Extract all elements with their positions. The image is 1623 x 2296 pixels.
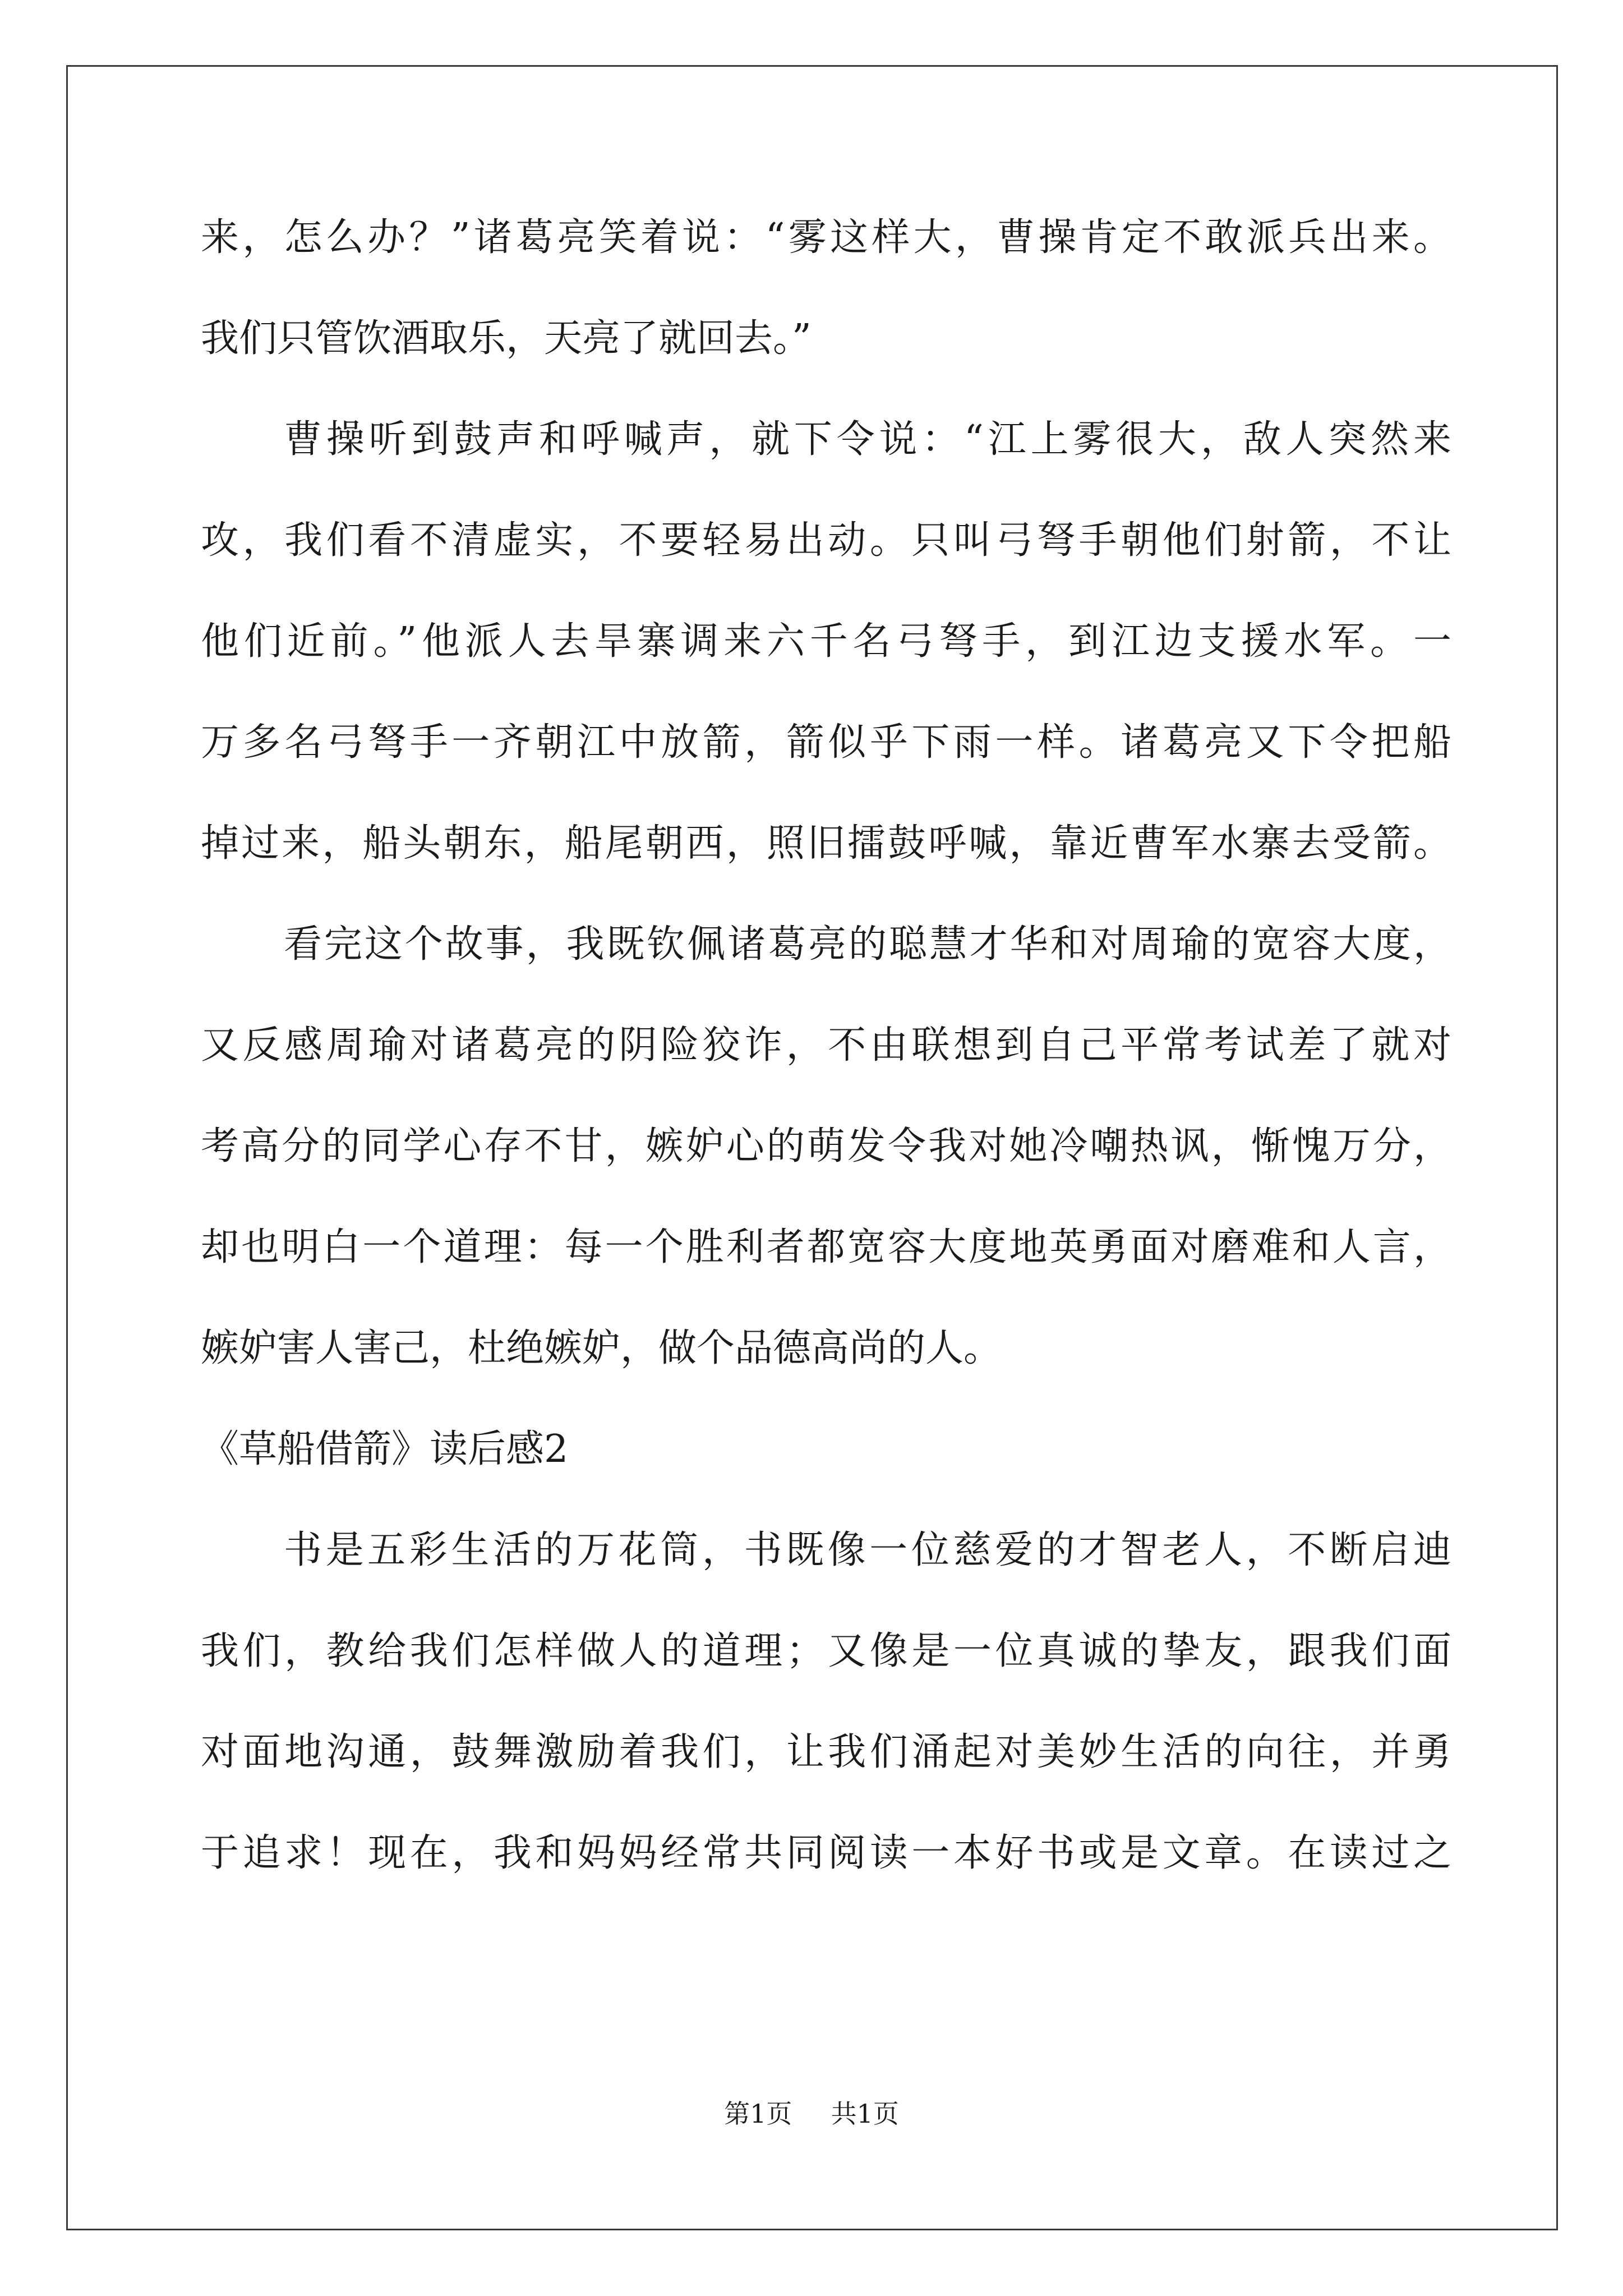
text-line: 书是五彩生活的万花筒，书既像一位慈爱的才智老人，不断启迪 <box>284 1528 1451 1572</box>
text-line: 我们只管饮酒取乐，天亮了就回去。” <box>201 316 811 361</box>
text-line: 攻，我们看不清虚实，不要轻易出动。只叫弓弩手朝他们射箭，不让 <box>201 518 1451 563</box>
text-line: 对面地沟通，鼓舞激励着我们，让我们涌起对美妙生活的向往，并勇 <box>201 1730 1451 1774</box>
text-line: 我们，教给我们怎样做人的道理；又像是一位真诚的挚友，跟我们面 <box>201 1629 1451 1673</box>
text-line: 看完这个故事，我既钦佩诸葛亮的聪慧才华和对周瑜的宽容大度， <box>284 922 1451 967</box>
page-count: 共1页 <box>831 2099 899 2129</box>
text-line: 万多名弓弩手一齐朝江中放箭，箭似乎下雨一样。诸葛亮又下令把船 <box>201 720 1451 765</box>
text-line: 嫉妒害人害己，杜绝嫉妒，做个品德高尚的人。 <box>201 1326 1002 1370</box>
page-footer <box>0 2097 1623 2131</box>
text-line: 曹操听到鼓声和呼喊声，就下令说：“江上雾很大，敌人突然来 <box>284 417 1451 462</box>
section-heading: 《草船借箭》读后感2 <box>201 1427 569 1471</box>
text-line: 掉过来，船头朝东，船尾朝西，照旧擂鼓呼喊，靠近曹军水寨去受箭。 <box>201 821 1451 866</box>
text-line: 考高分的同学心存不甘，嫉妒心的萌发令我对她冷嘲热讽，惭愧万分， <box>201 1124 1451 1168</box>
text-line: 又反感周瑜对诸葛亮的阴险狡诈，不由联想到自己平常考试差了就对 <box>201 1023 1451 1068</box>
text-line: 来，怎么办？”诸葛亮笑着说：“雾这样大，曹操肯定不敢派兵出来。 <box>201 215 1451 260</box>
text-line: 他们近前。”他派人去旱寨调来六千名弓弩手，到江边支援水军。一 <box>201 619 1451 664</box>
text-line: 却也明白一个道理：每一个胜利者都宽容大度地英勇面对磨难和人言， <box>201 1225 1451 1269</box>
text-line: 于追求！现在，我和妈妈经常共同阅读一本好书或是文章。在读过之 <box>201 1831 1451 1875</box>
page-number: 第1页 <box>724 2099 792 2129</box>
